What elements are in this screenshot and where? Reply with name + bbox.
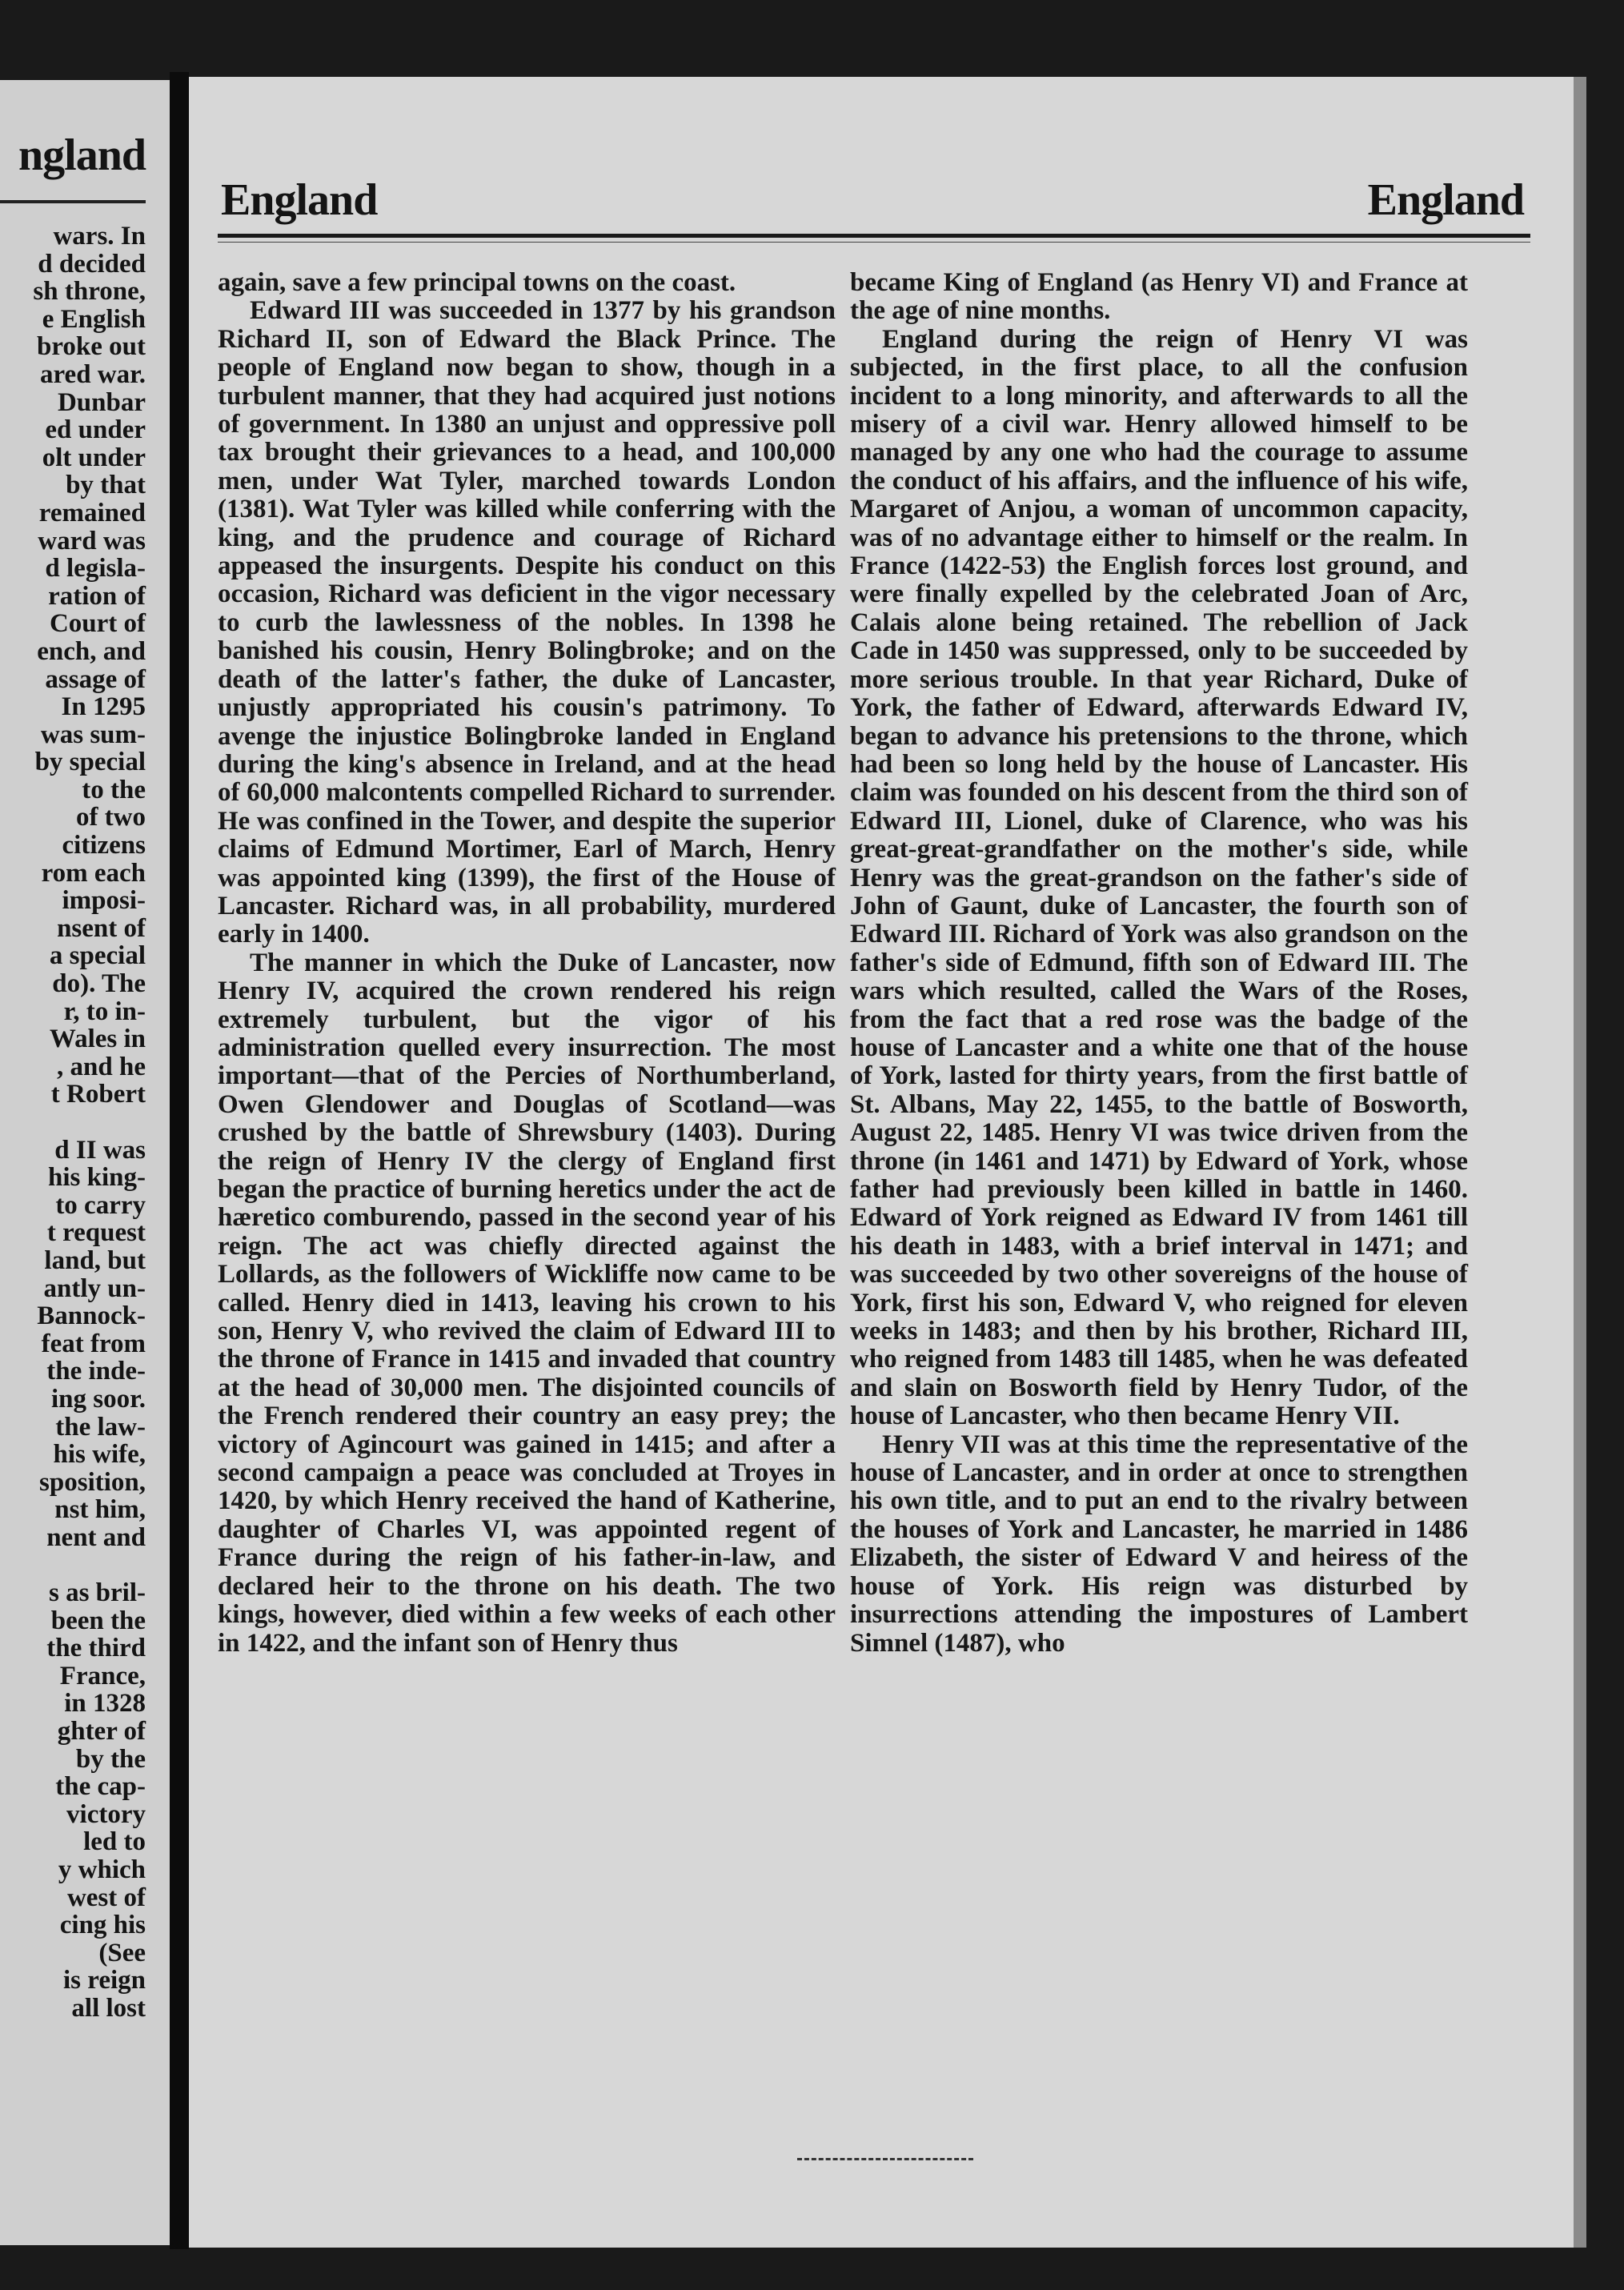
adjacent-page-fragment <box>0 80 170 2245</box>
adjacent-page-line: Dunbar <box>57 387 146 417</box>
adjacent-page-line: nent and <box>46 1522 146 1552</box>
adjacent-page-line: Court of <box>49 609 146 639</box>
adjacent-page-line: remained <box>38 498 146 527</box>
adjacent-page-line <box>0 1109 146 1137</box>
book-page <box>189 77 1586 2248</box>
adjacent-page-line: the cap- <box>55 1772 146 1802</box>
adjacent-page-line: the third <box>46 1634 146 1663</box>
running-head-right: England <box>1367 175 1524 225</box>
adjacent-page-line: is reign <box>63 1966 146 1995</box>
paragraph: Henry VII was at this time the representative of the house of Lancaster, and in order at once to strengthen his own title, and to put an end to the rivalry between the houses of York and Lancaster, he married in 1486 Elizabeth, the sister of Edward V and heiress of the house of York. His reign was disturbed by insurrections attending the impostures of Lambert Simnel (1487), who <box>850 1430 1468 1658</box>
adjacent-page-line: been the <box>50 1606 146 1635</box>
adjacent-page-line: wars. In <box>53 222 146 251</box>
adjacent-page-line: was sum- <box>40 720 146 749</box>
adjacent-page-line: victory <box>66 1799 146 1829</box>
adjacent-page-line: rom each <box>41 858 146 888</box>
adjacent-page-line: y which <box>58 1855 146 1885</box>
adjacent-page-line: nsent of <box>57 913 146 943</box>
adjacent-page-line <box>0 1552 146 1580</box>
adjacent-page-text <box>0 223 146 2023</box>
paragraph: again, save a few principal towns on the coast. <box>218 268 736 297</box>
adjacent-page-line: ward was <box>38 526 146 555</box>
adjacent-page-line: ed under <box>45 415 146 445</box>
adjacent-page-line: cing his <box>59 1911 146 1940</box>
adjacent-page-line: r, to in- <box>63 997 146 1026</box>
adjacent-page-line: all lost <box>71 1994 146 2023</box>
adjacent-page-line: a special <box>49 941 146 971</box>
adjacent-page-line: the inde- <box>46 1357 146 1386</box>
adjacent-page-line: imposi- <box>62 886 146 916</box>
adjacent-page-line: feat from <box>41 1329 146 1358</box>
adjacent-page-line: to carry <box>55 1190 146 1220</box>
adjacent-page-line: ing soor. <box>51 1384 146 1414</box>
adjacent-page-line: citizens <box>62 831 146 860</box>
running-head-left: England <box>221 175 378 225</box>
text-column-left <box>218 269 836 1658</box>
adjacent-page-line: in 1328 <box>64 1689 146 1719</box>
adjacent-page-line: t Robert <box>50 1080 146 1109</box>
adjacent-page-line: by special <box>34 748 146 777</box>
adjacent-page-line: Wales in <box>49 1025 146 1054</box>
adjacent-page-line: of two <box>75 803 146 832</box>
adjacent-page-line: d decided <box>38 249 146 279</box>
header-rule <box>218 234 1530 238</box>
page-edge-shadow <box>1574 77 1586 2248</box>
adjacent-page-line: broke out <box>37 332 146 362</box>
text-column-right <box>850 269 1468 1658</box>
adjacent-page-line: (See <box>98 1938 146 1967</box>
adjacent-page-line: sh throne, <box>33 277 146 307</box>
adjacent-page-line: to the <box>82 775 146 804</box>
adjacent-page-line: by the <box>75 1744 146 1774</box>
adjacent-page-line: , and he <box>57 1052 146 1081</box>
adjacent-page-line: In 1295 <box>61 692 146 722</box>
adjacent-page-line: ared war. <box>40 359 146 389</box>
adjacent-page-line: d II was <box>54 1135 146 1165</box>
adjacent-page-line: do). The <box>52 969 146 999</box>
adjacent-page-line: ench, and <box>37 636 146 666</box>
adjacent-page-line: his wife, <box>53 1440 146 1470</box>
adjacent-page-line: west of <box>66 1883 146 1912</box>
adjacent-page-line: by that <box>66 471 146 500</box>
adjacent-page-line: nst him, <box>54 1495 146 1525</box>
adjacent-page-heading: ngland <box>18 130 146 180</box>
adjacent-page-line: land, but <box>44 1245 146 1275</box>
adjacent-page-line: s as bril- <box>48 1578 146 1608</box>
adjacent-page-line: olt under <box>42 443 146 472</box>
page-footer-mark <box>797 2158 973 2160</box>
adjacent-page-line: Bannock- <box>37 1301 146 1331</box>
header-rule-thin <box>218 242 1530 243</box>
paragraph: England during the reign of Henry VI was subjected, in the first place, to all the confusion incident to a long minority, and afterwards to all the misery of a civil war. Henry allowed himself to be managed by any one who had the courage to assume the conduct of his affairs, and the influence of his wife, Margaret of Anjou, a woman of uncommon capacity, was of no advantage either to himself or the realm. In France (1422-53) the English forces lost ground, and were finally expelled by the celebrated Joan of Arc, Calais alone being retained. The rebellion of Jack Cade in 1450 was suppressed, only to be succeeded by more serious trouble. In that year Richard, Duke of York, the father of Edward, afterwards Edward IV, began to advance his pretensions to the throne, which had been so long held by the house of Lancaster. His claim was founded on his descent from the third son of Edward III, Lionel, duke of Clarence, who was his great-great-grandfather on the mother's side, while Henry was the great-grandson on the father's side of John of Gaunt, duke of Lancaster, the fourth son of Edward III. Richard of York was also grandson on the father's side of Edmund, fifth son of Edward III. The wars which resulted, called the Wars of the Roses, from the fact that a red rose was the badge of the house of Lancaster and a white one that of the house of York, lasted for thirty years, from the first battle of St. Albans, May 22, 1455, to the battle of Bosworth, August 22, 1485. Henry VI was twice driven from the throne (in 1461 and 1471) by Edward of York, whose father had previously been killed in battle in 1460. Edward of York reigned as Edward IV from 1461 till his death in 1483, with a brief interval in 1471; and was succeeded by two other sovereigns of the house of York, first his son, Edward V, who reigned for eleven weeks in 1483; and then by his brother, Richard III, who reigned from 1483 till 1485, when he was defeated and slain on Bosworth field by Henry Tudor, of the house of Lancaster, who then became Henry VII. <box>850 324 1468 1431</box>
adjacent-page-line: led to <box>83 1827 146 1857</box>
adjacent-page-line: sposition, <box>39 1467 146 1497</box>
adjacent-page-line: ghter of <box>57 1717 146 1747</box>
paragraph: became King of England (as Henry VI) and France at the age of nine months. <box>850 268 1468 326</box>
adjacent-page-line: the law- <box>55 1412 146 1442</box>
adjacent-page-line: assage of <box>45 664 146 694</box>
adjacent-page-line: his king- <box>48 1163 146 1193</box>
adjacent-page-line: ration of <box>48 581 146 611</box>
adjacent-page-rule <box>0 200 146 203</box>
adjacent-page-line: France, <box>59 1661 146 1690</box>
adjacent-page-line: e English <box>42 304 146 334</box>
adjacent-page-line: t request <box>46 1218 146 1248</box>
paragraph: The manner in which the Duke of Lancaster, now Henry IV, acquired the crown rendered his reign extremely turbulent, but the vigor of his administration quelled every insurrection. The most important—that of the Percies of Northumberland, Owen Glendower and Douglas of Scotland—was crushed by the battle of Shrewsbury (1403). During the reign of Henry IV the clergy of England first began the practice of burning heretics under the act de hæretico comburendo, passed in the second year of his reign. The act was chiefly directed against the Lollards, as the followers of Wickliffe now came to be called. Henry died in 1413, leaving his crown to his son, Henry V, who revived the claim of Edward III to the throne of France in 1415 and invaded that country at the head of 30,000 men. The disjointed councils of the French rendered their country an easy prey; the victory of Agincourt was gained in 1415; and after a second campaign a peace was concluded at Troyes in 1420, by which Henry received the hand of Katherine, daughter of Charles VI, was appointed regent of France during the reign of his father-in-law, and declared heir to the throne on his death. The two kings, however, died within a few weeks of each other in 1422, and the infant son of Henry thus <box>218 948 836 1658</box>
adjacent-page-line: d legisla- <box>45 554 146 584</box>
paragraph: Edward III was succeeded in 1377 by his grandson Richard II, son of Edward the Black Prince. The people of England now began to show, though in a turbulent manner, that they had acquired just notions of government. In 1380 an unjust and oppressive poll tax brought their grievances to a head, and 100,000 men, under Wat Tyler, marched towards London (1381). Wat Tyler was killed while conferring with the king, and the prudence and courage of Richard appeased the insurgents. Despite his conduct on this occasion, Richard was deficient in the vigor necessary to curb the lawlessness of the nobles. In 1398 he banished his cousin, Henry Bolingbroke; and on the death of the latter's father, the duke of Lancaster, unjustly appropriated his cousin's patrimony. To avenge the injustice Bolingbroke landed in England during the king's absence in Ireland, and at the head of 60,000 malcontents compelled Richard to surrender. He was confined in the Tower, and despite the superior claims of Edmund Mortimer, Earl of March, Henry was appointed king (1399), the first of the House of Lancaster. Richard was, in all probability, murdered early in 1400. <box>218 296 836 949</box>
adjacent-page-line: antly un- <box>43 1273 146 1303</box>
page-gutter <box>170 72 189 2249</box>
